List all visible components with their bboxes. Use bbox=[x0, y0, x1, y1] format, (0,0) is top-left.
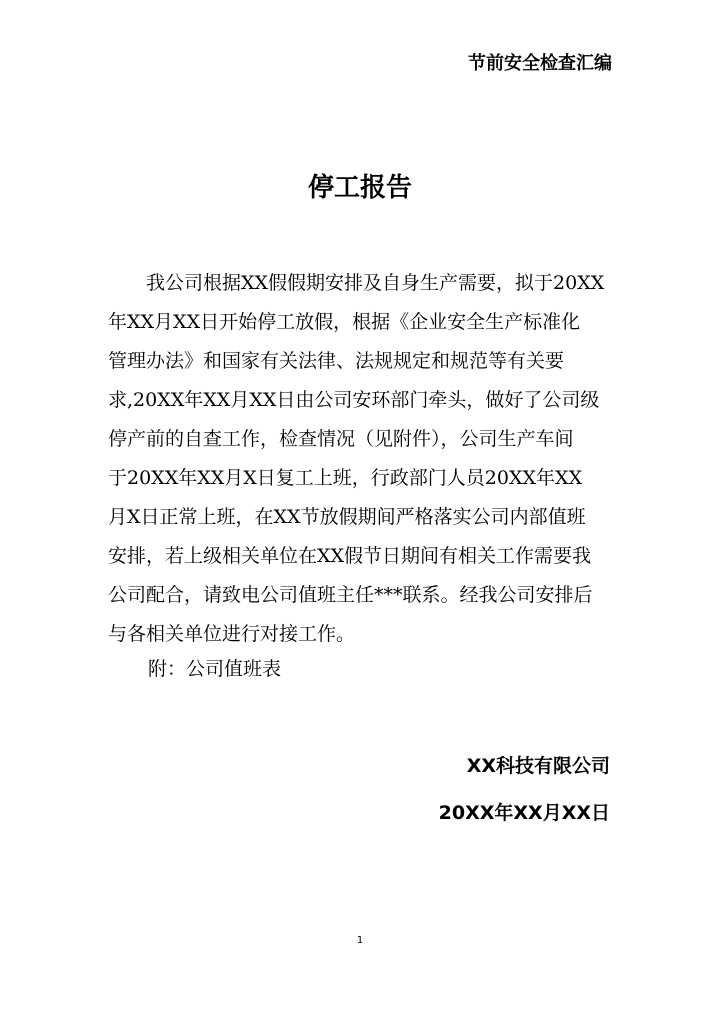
body-line: 安排，若上级相关单位在XX假节日期间有相关工作需要我 bbox=[108, 545, 592, 567]
body-line: 公司配合，请致电公司值班主任***联系。经我公司安排后 bbox=[108, 584, 593, 606]
page-number: 1 bbox=[356, 935, 364, 946]
body-line: 月X日正常上班，在XX节放假期间严格落实公司内部值班 bbox=[108, 506, 586, 528]
body-line: 管理办法》和国家有关法律、法规规定和规范等有关要 bbox=[108, 350, 565, 372]
body-paragraph bbox=[108, 264, 608, 654]
attachment-note: 附：公司值班表 bbox=[148, 658, 282, 680]
body-line: 与各相关单位进行对接工作。 bbox=[108, 623, 356, 645]
body-line: 停产前的自查工作，检查情况（见附件），公司生产车间 bbox=[108, 428, 574, 450]
company-signature: XX科技有限公司 bbox=[466, 755, 610, 777]
body-line: 于20XX年XX月X日复工上班，行政部门人员20XX年XX bbox=[108, 467, 583, 489]
body-line: 我公司根据XX假假期安排及自身生产需要，拟于20XX bbox=[108, 272, 605, 294]
body-line: 求,20XX年XX月XX日由公司安环部门牵头，做好了公司级 bbox=[108, 389, 600, 411]
body-line: 年XX月XX日开始停工放假，根据《企业安全生产标准化 bbox=[108, 311, 581, 333]
signature-date: 20XX年XX月XX日 bbox=[438, 802, 610, 824]
page-header: 节前安全检查汇编 bbox=[468, 53, 612, 74]
document-title: 停工报告 bbox=[307, 173, 412, 203]
